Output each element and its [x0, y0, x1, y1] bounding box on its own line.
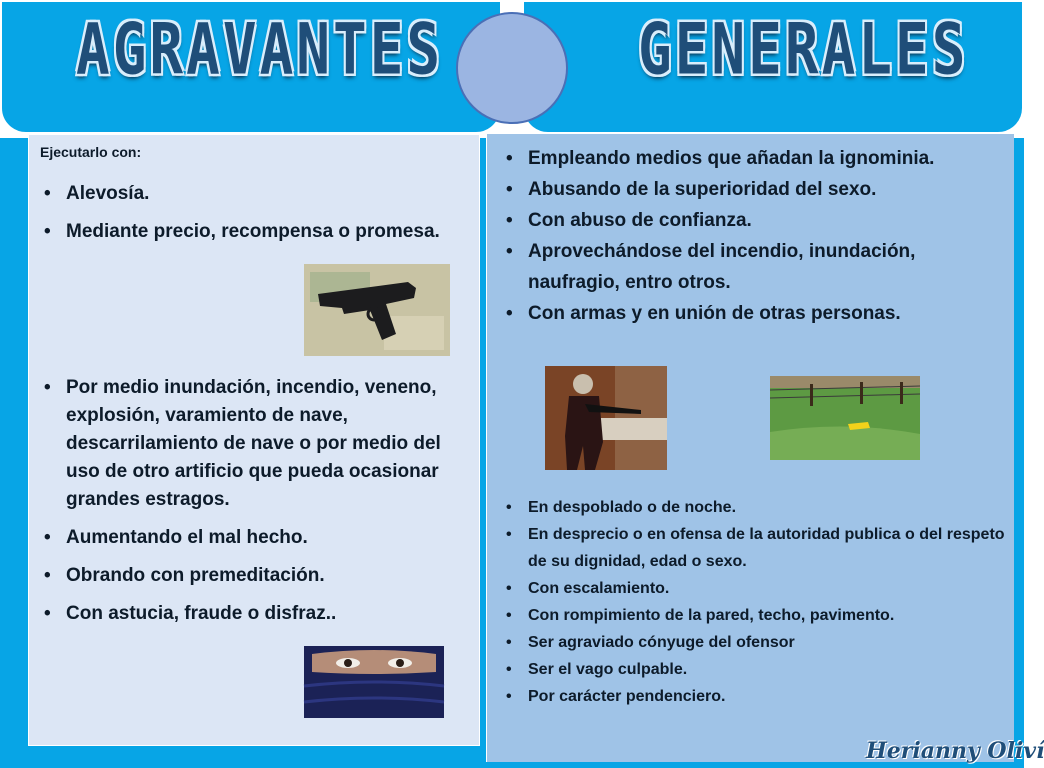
list-item: • Obrando con premeditación. — [40, 562, 470, 590]
list-item: • Con astucia, fraude o disfraz.. — [40, 600, 470, 628]
list-item: • Con armas y en unión de otras personas. — [502, 298, 1002, 329]
list-item: • Alevosía. — [40, 180, 460, 208]
left-list-bottom — [40, 374, 470, 638]
list-item: • Por medio inundación, incendio, veneno, explosión, varamiento de nave, descarrilamiento de nave o por medio del uso de otro artificio que pueda ocasionar grandes estragos. — [40, 374, 470, 514]
list-item: • Abusando de la superioridad del sexo. — [502, 174, 1002, 205]
list-item: • Con escalamiento. — [502, 575, 1012, 602]
list-item: • En despoblado o de noche. — [502, 494, 1012, 521]
list-item: • En desprecio o en ofensa de la autoridad publica o del respeto de su dignidad, edad o sexo. — [502, 521, 1012, 575]
center-circle — [456, 12, 568, 124]
list-item: • Por carácter pendenciero. — [502, 683, 1012, 710]
list-item: • Con rompimiento de la pared, techo, pavimento. — [502, 602, 1012, 629]
author-signature: Herianny Oliví — [866, 738, 1044, 764]
list-item: • Ser agraviado cónyuge del ofensor — [502, 629, 1012, 656]
right-list-bottom — [502, 494, 1012, 710]
left-list-top — [40, 180, 460, 256]
list-item: • Ser el vago culpable. — [502, 656, 1012, 683]
list-item: • Mediante precio, recompensa o promesa. — [40, 218, 460, 246]
list-item: • Aumentando el mal hecho. — [40, 524, 470, 552]
left-intro: Ejecutarlo con: — [40, 144, 142, 160]
pistol-on-money-photo — [304, 264, 450, 356]
field-crime-scene-photo — [770, 376, 920, 460]
title-right: GENERALES — [638, 9, 969, 91]
armed-robber-photo — [545, 366, 667, 470]
list-item: • Con abuso de confianza. — [502, 205, 1002, 236]
list-item: • Aprovechándose del incendio, inundación, naufragio, entro otros. — [502, 236, 1002, 298]
list-item: • Empleando medios que añadan la ignominia. — [502, 143, 1002, 174]
right-list-top — [502, 143, 1002, 329]
title-left: AGRAVANTES — [76, 9, 444, 91]
masked-eyes-photo — [304, 646, 444, 718]
